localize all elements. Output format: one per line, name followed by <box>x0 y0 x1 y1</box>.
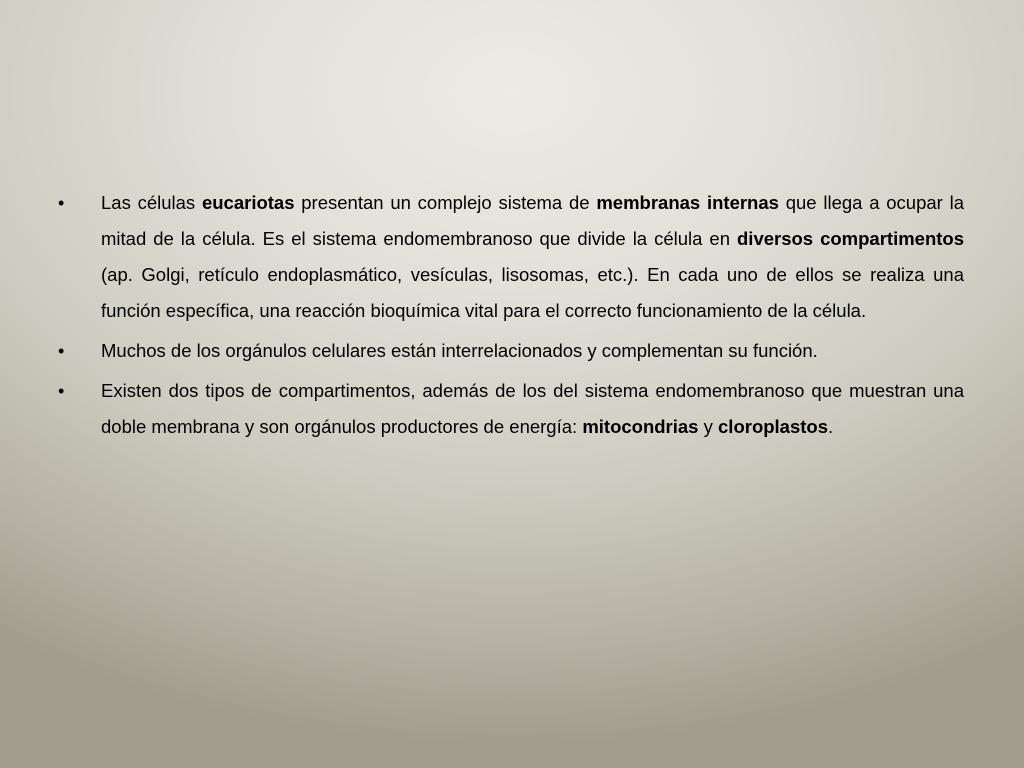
bold-term: cloroplastos <box>718 416 829 437</box>
text-segment: y <box>698 416 719 437</box>
text-segment: Existen dos tipos de compartimentos, además de los del sistema endomembranoso que muestran una doble membrana y son orgánulos productores de energía: <box>101 380 964 437</box>
text-segment: . <box>828 416 834 437</box>
bullet-text <box>101 373 964 445</box>
text-segment: Las células <box>101 192 202 213</box>
text-segment: (ap. Golgi, retículo endoplasmático, vesículas, lisosomas, etc.). En cada uno de ellos se realiza una función específica, una reacción bioquímica vital para el correcto funcionamiento de la célula. <box>101 264 964 321</box>
bullet-text <box>101 333 964 369</box>
text-segment: presentan un complejo sistema de <box>294 192 597 213</box>
bullet-icon: • <box>58 381 65 401</box>
bold-term: membranas internas <box>596 192 779 213</box>
bullet-item <box>58 373 964 445</box>
text-segment: que llega a ocupar la mitad de la célula. Es el sistema endomembranoso que divide la célula en <box>101 192 964 249</box>
bullet-text <box>101 185 964 329</box>
bold-term: eucariotas <box>201 192 295 213</box>
slide-body <box>58 185 964 449</box>
bullet-icon: • <box>58 193 65 213</box>
bold-term: diversos compartimentos <box>737 228 965 249</box>
bold-term: mitocondrias <box>582 416 699 437</box>
text-segment: Muchos de los orgánulos celulares están interrelacionados y complementan su función. <box>101 340 818 361</box>
bullet-icon: • <box>58 341 65 361</box>
bullet-item <box>58 185 964 329</box>
bullet-item <box>58 333 964 369</box>
